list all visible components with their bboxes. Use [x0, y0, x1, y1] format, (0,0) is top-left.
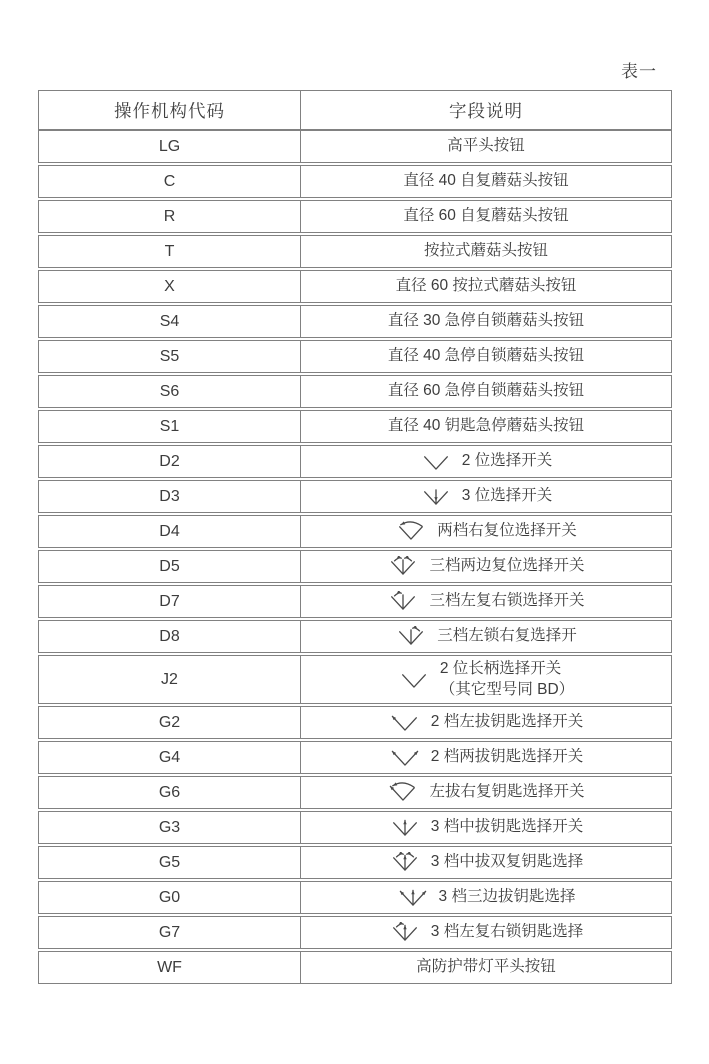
code-cell: LG — [39, 131, 301, 162]
table-row — [38, 410, 672, 443]
desc-cell — [301, 446, 671, 477]
desc-text: 两档右复位选择开关 — [437, 522, 577, 540]
code-cell: D5 — [39, 551, 301, 582]
table-row — [38, 130, 672, 163]
table-row — [38, 620, 672, 653]
desc-text: 三档左锁右复选择开 — [437, 627, 577, 645]
selector-2pos-icon — [420, 451, 452, 472]
desc-text: 直径 40 钥匙急停蘑菇头按钮 — [387, 417, 585, 435]
key-3pos-left-return-right-lock-icon — [389, 922, 421, 943]
desc-text: 3 档中拔双复钥匙选择 — [430, 853, 584, 871]
table-row — [38, 881, 672, 914]
desc-text: 3 位选择开关 — [461, 487, 553, 505]
desc-text: 3 档三边拔钥匙选择 — [438, 888, 576, 906]
spec-table — [38, 90, 672, 984]
desc-lines — [424, 241, 548, 261]
desc-text: 2 档左拔钥匙选择开关 — [430, 713, 584, 731]
code-cell: S1 — [39, 411, 301, 442]
desc-cell — [301, 656, 671, 703]
desc-cell — [301, 411, 671, 442]
code-cell: G3 — [39, 812, 301, 843]
desc-cell — [301, 707, 671, 738]
table-row — [38, 235, 672, 268]
desc-lines — [429, 591, 584, 611]
desc-lines — [462, 486, 552, 506]
desc-cell — [301, 882, 671, 913]
desc-lines — [437, 521, 577, 541]
code-cell: S6 — [39, 376, 301, 407]
code-cell: D7 — [39, 586, 301, 617]
key-2pos-left-pull-icon — [389, 712, 421, 733]
table-row — [38, 951, 672, 984]
desc-lines — [440, 659, 574, 699]
table-row — [38, 375, 672, 408]
desc-cell — [301, 166, 671, 197]
table-caption: 表一 — [621, 62, 657, 81]
desc-text: 直径 60 按拉式蘑菇头按钮 — [395, 277, 577, 295]
table-row — [38, 200, 672, 233]
desc-cell — [301, 306, 671, 337]
desc-lines — [388, 416, 584, 436]
key-3pos-mid-pull-icon — [389, 817, 421, 838]
code-cell: D8 — [39, 621, 301, 652]
selector-3pos-both-return-icon — [387, 556, 419, 577]
desc-lines — [403, 171, 568, 191]
desc-cell — [301, 621, 671, 652]
code-cell: S5 — [39, 341, 301, 372]
table-row — [38, 165, 672, 198]
table-header-row — [38, 90, 672, 130]
header-cell-code: 操作机构代码 — [39, 91, 301, 129]
code-cell: D2 — [39, 446, 301, 477]
desc-text: 2 位选择开关 — [461, 452, 553, 470]
selector-2pos-icon — [398, 669, 430, 690]
table-row — [38, 515, 672, 548]
desc-cell — [301, 952, 671, 983]
desc-lines — [429, 782, 584, 802]
code-cell: X — [39, 271, 301, 302]
code-cell: G6 — [39, 777, 301, 808]
code-cell: G2 — [39, 707, 301, 738]
desc-cell — [301, 516, 671, 547]
desc-text: 高防护带灯平头按钮 — [416, 958, 556, 976]
desc-cell — [301, 917, 671, 948]
code-cell: WF — [39, 952, 301, 983]
table-row — [38, 741, 672, 774]
desc-text: 3 档中拔钥匙选择开关 — [430, 818, 584, 836]
table-row — [38, 340, 672, 373]
table-row — [38, 270, 672, 303]
table-row — [38, 706, 672, 739]
code-cell: R — [39, 201, 301, 232]
desc-lines — [403, 206, 568, 226]
desc-text: 高平头按钮 — [447, 137, 525, 155]
desc-text: 直径 60 自复蘑菇头按钮 — [403, 207, 569, 225]
desc-cell — [301, 551, 671, 582]
desc-cell — [301, 812, 671, 843]
selector-2pos-right-return-icon — [395, 521, 427, 542]
table-row — [38, 550, 672, 583]
code-cell: C — [39, 166, 301, 197]
desc-text: 直径 30 急停自锁蘑菇头按钮 — [387, 312, 585, 330]
table-row — [38, 776, 672, 809]
desc-cell — [301, 236, 671, 267]
selector-3pos-right-return-icon — [395, 626, 427, 647]
desc-text: 2 位长柄选择开关 — [439, 660, 562, 678]
desc-lines — [388, 311, 584, 331]
code-cell: S4 — [39, 306, 301, 337]
desc-cell — [301, 271, 671, 302]
desc-cell — [301, 742, 671, 773]
desc-text: 左拔右复钥匙选择开关 — [429, 783, 585, 801]
desc-cell — [301, 586, 671, 617]
desc-text: 直径 40 自复蘑菇头按钮 — [403, 172, 569, 190]
desc-cell — [301, 131, 671, 162]
desc-lines — [416, 957, 556, 977]
desc-note: （其它型号同 BD） — [439, 680, 575, 698]
code-cell: D3 — [39, 481, 301, 512]
desc-lines — [388, 346, 584, 366]
desc-lines — [431, 747, 583, 767]
table-row — [38, 916, 672, 949]
desc-lines — [431, 817, 583, 837]
code-cell: J2 — [39, 656, 301, 703]
table-row — [38, 811, 672, 844]
desc-text: 三档左复右锁选择开关 — [429, 592, 585, 610]
desc-lines — [447, 136, 525, 156]
desc-lines — [429, 556, 584, 576]
key-3pos-three-pull-icon — [397, 887, 429, 908]
key-2pos-both-pull-icon — [389, 747, 421, 768]
table-row — [38, 480, 672, 513]
table-row — [38, 655, 672, 704]
desc-text: 直径 40 急停自锁蘑菇头按钮 — [387, 347, 585, 365]
header-cell-desc: 字段说明 — [449, 100, 523, 121]
table-body — [38, 130, 672, 984]
selector-3pos-left-return-icon — [387, 591, 419, 612]
desc-lines — [431, 712, 583, 732]
desc-text: 三档两边复位选择开关 — [429, 557, 585, 575]
desc-cell — [301, 341, 671, 372]
desc-lines — [437, 626, 577, 646]
desc-cell — [301, 777, 671, 808]
desc-cell — [301, 201, 671, 232]
desc-cell — [301, 847, 671, 878]
desc-text: 直径 60 急停自锁蘑菇头按钮 — [387, 382, 585, 400]
desc-cell — [301, 481, 671, 512]
desc-lines — [431, 922, 583, 942]
desc-lines — [462, 451, 552, 471]
desc-text: 2 档两拔钥匙选择开关 — [430, 748, 584, 766]
desc-text: 3 档左复右锁钥匙选择 — [430, 923, 584, 941]
desc-lines — [431, 852, 583, 872]
desc-cell — [301, 376, 671, 407]
code-cell: G0 — [39, 882, 301, 913]
table-row — [38, 585, 672, 618]
code-cell: D4 — [39, 516, 301, 547]
key-2pos-left-pull-right-return-icon — [387, 782, 419, 803]
desc-lines — [396, 276, 577, 296]
code-cell: G7 — [39, 917, 301, 948]
table-row — [38, 445, 672, 478]
code-cell: G5 — [39, 847, 301, 878]
table-row — [38, 846, 672, 879]
code-cell: G4 — [39, 742, 301, 773]
table-row — [38, 305, 672, 338]
code-cell: T — [39, 236, 301, 267]
key-3pos-mid-pull-both-return-icon — [389, 852, 421, 873]
selector-3pos-icon — [420, 486, 452, 507]
desc-lines — [388, 381, 584, 401]
desc-text: 按拉式蘑菇头按钮 — [423, 242, 548, 260]
desc-lines — [439, 887, 576, 907]
